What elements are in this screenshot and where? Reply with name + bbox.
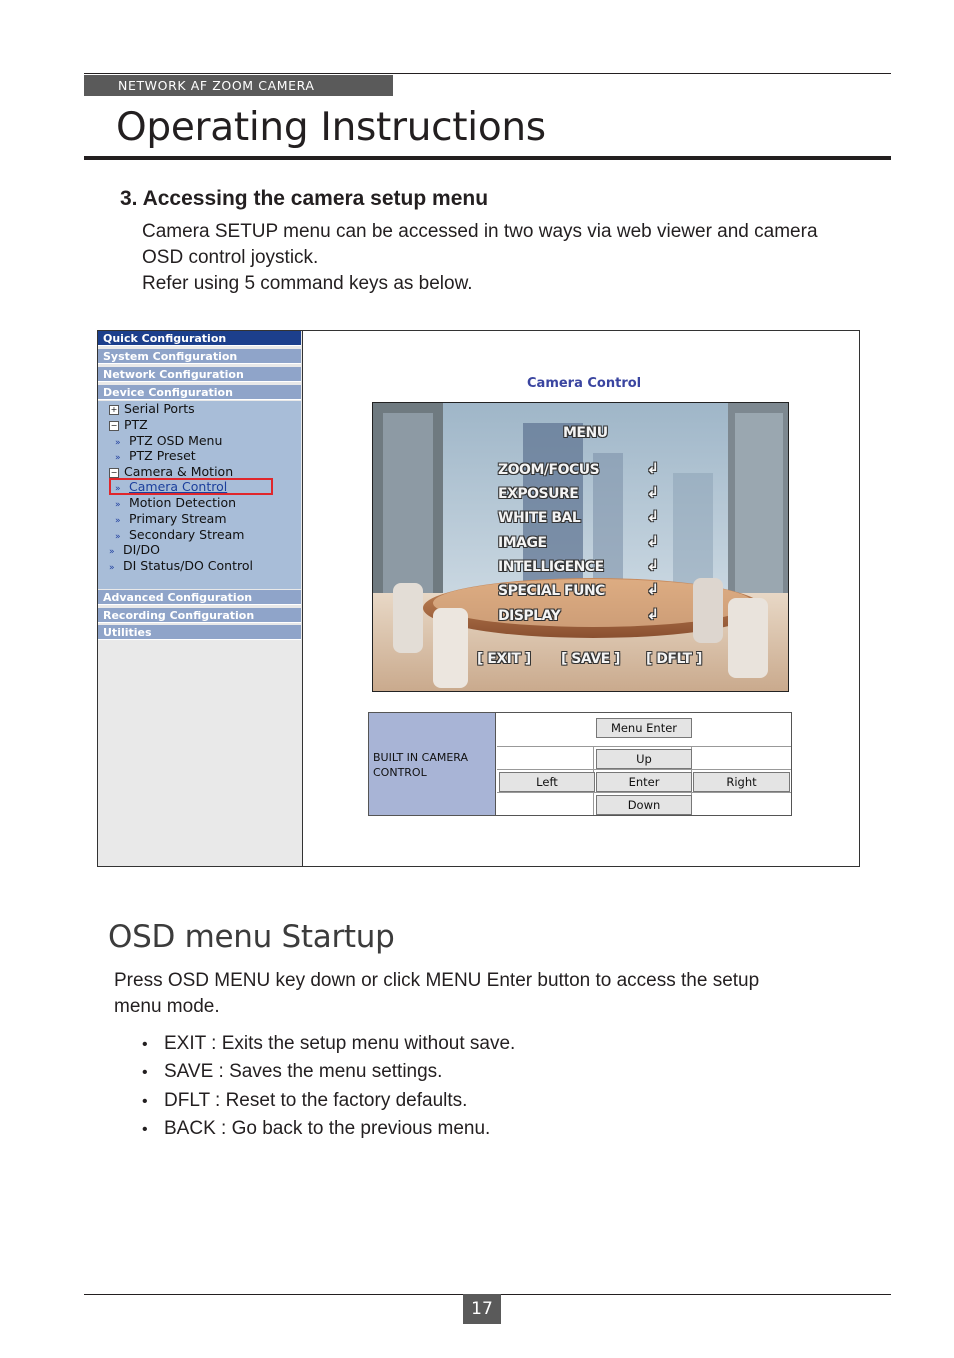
double-chevron-icon: » — [115, 532, 121, 542]
osd-save: [ SAVE ] — [561, 651, 620, 667]
enter-arrow-icon: ↲ — [647, 606, 659, 622]
section-heading: 3. Accessing the camera setup menu — [120, 187, 489, 210]
osd-item-intelligence: INTELLIGENCE — [498, 559, 604, 575]
enter-arrow-icon: ↲ — [647, 460, 659, 476]
osd-item-exposure: EXPOSURE — [498, 486, 579, 502]
header-tag: NETWORK AF ZOOM CAMERA — [84, 75, 393, 96]
list-item: • EXIT : Exits the setup menu without save. — [142, 1030, 515, 1058]
header-rule — [84, 73, 891, 74]
section-paragraph-line2: OSD control joystick. — [142, 247, 319, 268]
conference-room-image — [373, 403, 789, 692]
camera-control-title: Camera Control — [527, 376, 642, 391]
collapse-icon[interactable]: − — [110, 468, 118, 477]
highlight-box — [109, 478, 273, 495]
bullet-icon: • — [142, 1120, 148, 1138]
tree-serial-ports[interactable]: + Serial Ports — [110, 401, 195, 416]
tree-camera-motion[interactable]: − Camera & Motion — [110, 464, 234, 479]
control-label-line1: BUILT IN CAMERA — [373, 751, 469, 764]
osd-item-special-func: SPECIAL FUNC — [498, 583, 605, 599]
tree-ptz[interactable]: − PTZ — [110, 417, 148, 432]
config-sidebar — [98, 331, 303, 866]
down-button[interactable]: Down — [596, 795, 692, 815]
osd-dflt: [ DFLT ] — [646, 651, 702, 667]
tree-motion-detection[interactable]: » Motion Detection — [115, 495, 236, 513]
tree-di-status[interactable]: » DI Status/DO Control — [109, 558, 253, 576]
tree-di-do[interactable]: » DI/DO — [109, 542, 160, 560]
nav-system-configuration[interactable]: System Configuration — [98, 349, 301, 364]
nav-quick-configuration[interactable]: Quick Configuration — [98, 331, 301, 346]
tree-secondary-stream[interactable]: » Secondary Stream — [115, 527, 244, 545]
list-item: • SAVE : Saves the menu settings. — [142, 1058, 515, 1086]
osd-item-zoom-focus: ZOOM/FOCUS — [498, 462, 600, 478]
enter-button[interactable]: Enter — [596, 772, 692, 792]
enter-arrow-icon: ↲ — [647, 484, 659, 500]
double-chevron-icon: » — [115, 438, 121, 448]
osd-item-display: DISPLAY — [498, 608, 561, 624]
enter-arrow-icon: ↲ — [647, 533, 659, 549]
bullet-icon: • — [142, 1036, 148, 1053]
osd-section-paragraph — [114, 968, 844, 1020]
nav-device-configuration[interactable]: Device Configuration — [98, 385, 301, 400]
enter-arrow-icon: ↲ — [647, 508, 659, 524]
built-in-camera-control — [368, 712, 792, 816]
control-label — [369, 713, 496, 815]
menu-enter-button[interactable]: Menu Enter — [596, 718, 692, 738]
double-chevron-icon: » — [115, 484, 121, 494]
double-chevron-icon: » — [109, 547, 115, 557]
enter-arrow-icon: ↲ — [647, 557, 659, 573]
nav-network-configuration[interactable]: Network Configuration — [98, 367, 301, 382]
tree-primary-stream[interactable]: » Primary Stream — [115, 511, 227, 529]
osd-paragraph-line1: Press OSD MENU key down or click MENU Enter button to access the setup — [114, 970, 760, 991]
osd-menu-title: MENU — [563, 425, 608, 441]
nav-utilities[interactable]: Utilities — [98, 625, 301, 640]
page-title: Operating Instructions — [116, 105, 546, 150]
web-viewer-screenshot — [97, 330, 860, 867]
expand-icon[interactable]: + — [110, 405, 118, 414]
list-item: • DFLT : Reset to the factory defaults. — [142, 1087, 515, 1115]
up-button[interactable]: Up — [596, 749, 692, 769]
title-rule — [84, 156, 891, 160]
double-chevron-icon: » — [115, 516, 121, 526]
bullet-icon: • — [142, 1092, 148, 1110]
section-paragraph-commands: Refer using 5 command keys as below. — [142, 273, 473, 294]
left-button[interactable]: Left — [499, 772, 595, 792]
control-label-line2: CONTROL — [373, 766, 427, 779]
tree-camera-control[interactable]: » Camera Control — [115, 479, 227, 497]
double-chevron-icon: » — [115, 500, 121, 510]
osd-section-heading: OSD menu Startup — [108, 919, 395, 955]
enter-arrow-icon: ↲ — [647, 581, 659, 597]
bullet-icon: • — [142, 1064, 148, 1082]
section-paragraph-line1: Camera SETUP menu can be accessed in two ways via web viewer and camera — [142, 221, 818, 242]
tree-ptz-preset[interactable]: » PTZ Preset — [115, 448, 196, 466]
double-chevron-icon: » — [109, 563, 115, 573]
osd-command-list — [142, 1030, 515, 1143]
nav-recording-configuration[interactable]: Recording Configuration — [98, 608, 301, 623]
osd-item-image: IMAGE — [498, 535, 547, 551]
osd-item-white-bal: WHITE BAL — [498, 510, 581, 526]
osd-paragraph-line2: menu mode. — [114, 996, 220, 1017]
list-item: • BACK : Go back to the previous menu. — [142, 1115, 515, 1143]
osd-exit: [ EXIT ] — [477, 651, 531, 667]
right-button[interactable]: Right — [693, 772, 790, 792]
osd-preview — [372, 402, 789, 692]
double-chevron-icon: » — [115, 453, 121, 463]
nav-advanced-configuration[interactable]: Advanced Configuration — [98, 590, 301, 605]
page-number: 17 — [463, 1294, 501, 1324]
tree-ptz-osd-menu[interactable]: » PTZ OSD Menu — [115, 433, 222, 451]
collapse-icon[interactable]: − — [110, 421, 118, 430]
